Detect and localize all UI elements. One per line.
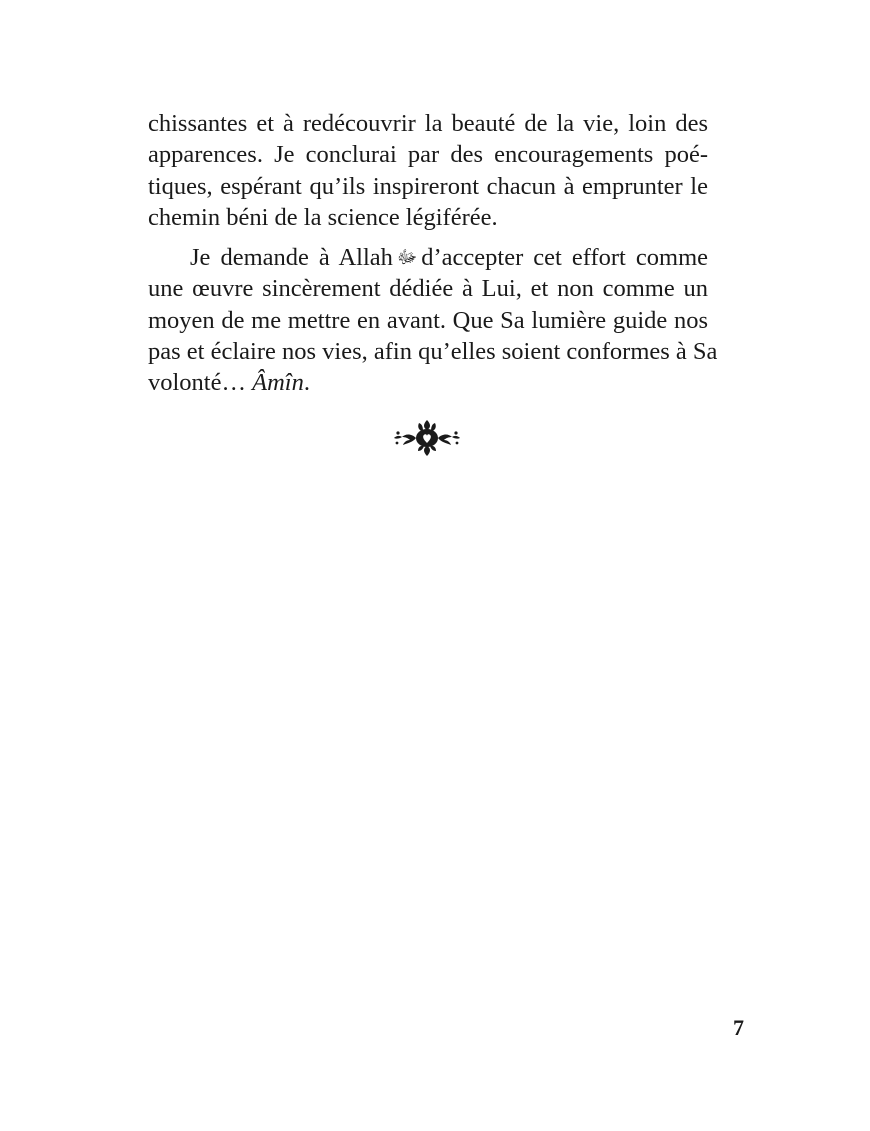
text-fragment: d’accepter cet effort comme	[421, 244, 708, 272]
page-number: 7	[733, 1015, 744, 1040]
text-line: une œuvre sincèrement dédiée à Lui, et non comme un	[148, 275, 708, 303]
text-line	[148, 242, 708, 273]
text-line: tiques, espérant qu’ils inspireront chacun à emprunter le	[148, 172, 708, 200]
text-line: pas et éclaire nos vies, afin qu’elles soient conformes à Sa	[148, 338, 718, 366]
text-line: moyen de me mettre en avant. Que Sa lumière guide nos	[148, 306, 708, 334]
text-line: apparences. Je conclurai par des encouragements poé-	[148, 141, 708, 169]
text-fragment: .	[303, 369, 310, 397]
paragraph-1	[148, 108, 708, 233]
body-text	[148, 108, 718, 399]
text-line: chemin béni de la science légiférée.	[148, 203, 498, 231]
text-fragment: volonté…	[148, 369, 253, 397]
italic-word: Âmîn	[252, 369, 304, 397]
text-line	[148, 367, 708, 398]
honorific-glyph: ﷻ	[396, 247, 418, 268]
text-line: chissantes et à redécouvrir la beauté de la vie, loin des	[148, 110, 708, 137]
floral-fleuron-icon	[392, 418, 462, 458]
paragraph-2	[148, 242, 718, 398]
text-fragment: Je demande à Allah	[190, 244, 393, 272]
